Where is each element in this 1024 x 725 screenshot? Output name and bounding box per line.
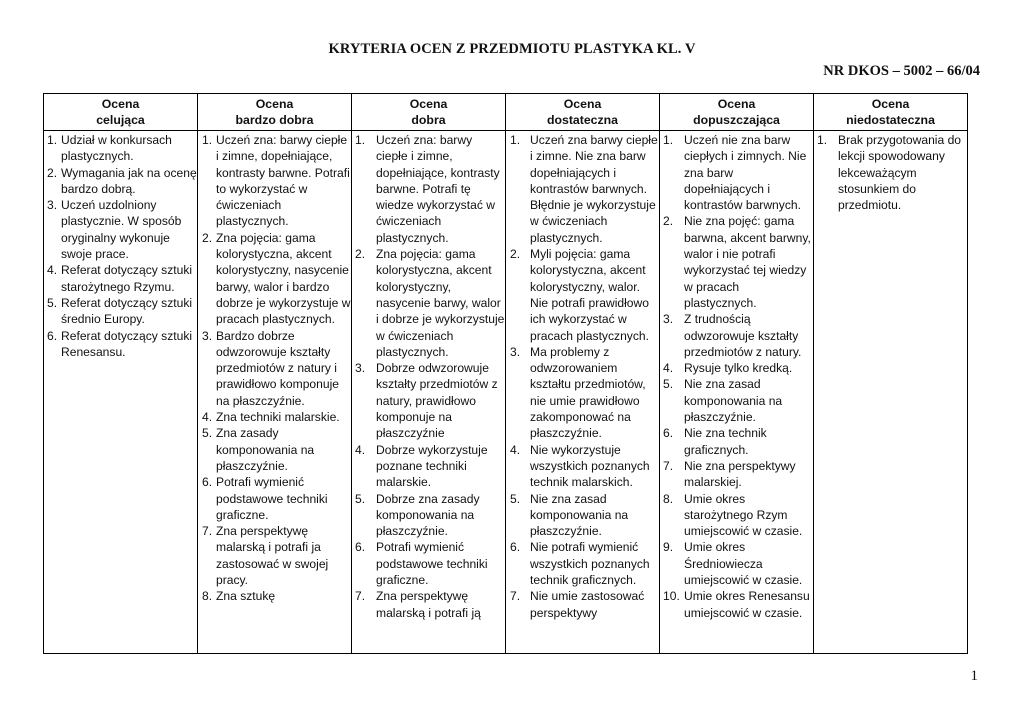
item-number: 3. bbox=[47, 198, 58, 213]
list-item bbox=[506, 588, 659, 621]
list-item bbox=[198, 588, 351, 604]
item-text: Umie okres Średniowiecza umiejscowić w czasie. bbox=[684, 540, 803, 588]
criteria-cell-bardzo-dobra bbox=[198, 131, 352, 654]
criteria-cell-celujaca bbox=[44, 131, 198, 654]
item-text: Wymagania jak na ocenę bardzo dobrą. bbox=[61, 165, 197, 196]
criteria-cell-dopuszczajaca bbox=[660, 131, 814, 654]
criteria-list bbox=[352, 131, 505, 621]
header-grade: bardzo dobra bbox=[235, 113, 314, 127]
list-item bbox=[506, 442, 659, 491]
header-dobra bbox=[352, 94, 506, 131]
list-item bbox=[352, 491, 505, 540]
item-number: 2. bbox=[663, 214, 674, 229]
list-item bbox=[660, 425, 813, 458]
item-text: Ma problemy z odwzorowaniem kształtu przedmiotów, nie umie prawidłowo zakomponować na płaszczyźnie. bbox=[530, 344, 646, 441]
item-text: Referat dotyczący sztuki Renesansu. bbox=[61, 328, 193, 359]
item-number: 4. bbox=[202, 410, 213, 425]
header-dostateczna bbox=[506, 94, 660, 131]
header-label: Ocena bbox=[563, 97, 602, 111]
list-item bbox=[198, 425, 351, 474]
item-text: Nie zna technik graficznych. bbox=[684, 426, 767, 457]
item-text: Nie umie zastosować perspektywy bbox=[530, 589, 645, 620]
item-text: Dobrze odwzorowuje kształty przedmiotów z natury, prawidłowo komponuje na płaszczyźnie bbox=[376, 361, 498, 441]
item-text: Zna zasady komponowania na płaszczyźnie. bbox=[216, 426, 315, 473]
list-item bbox=[44, 197, 197, 262]
item-number: 7. bbox=[202, 524, 213, 539]
list-item bbox=[506, 246, 659, 344]
item-number: 5. bbox=[663, 377, 674, 392]
item-number: 8. bbox=[663, 491, 674, 506]
header-grade: niedostateczna bbox=[846, 113, 935, 127]
item-text: Zna techniki malarskie. bbox=[216, 410, 340, 425]
item-text: Umie okres starożytnego Rzym umiejscowić w czasie. bbox=[684, 491, 803, 539]
list-item bbox=[660, 376, 813, 425]
item-text: Nie wykorzystuje wszystkich poznanych technik malarskich. bbox=[530, 442, 650, 490]
table-header-row bbox=[44, 94, 968, 131]
item-text: Referat dotyczący sztuki średnio Europy. bbox=[61, 295, 193, 327]
criteria-list bbox=[198, 131, 351, 605]
item-number: 2. bbox=[510, 247, 521, 262]
list-item bbox=[44, 328, 197, 361]
item-number: 10. bbox=[663, 589, 680, 604]
item-number: 3. bbox=[510, 344, 521, 359]
header-label: Ocena bbox=[871, 97, 910, 111]
list-item bbox=[660, 311, 813, 360]
list-item bbox=[660, 213, 813, 311]
header-celujaca bbox=[44, 94, 198, 131]
item-number: 3. bbox=[202, 328, 213, 343]
item-text: Zna sztukę bbox=[216, 589, 276, 604]
item-number: 9. bbox=[663, 540, 674, 555]
item-text: Brak przygotowania do lekcji spowodowany lekceważącym stosunkiem do przedmiotu. bbox=[838, 133, 962, 213]
list-item bbox=[506, 491, 659, 540]
criteria-list bbox=[506, 131, 659, 621]
list-item bbox=[198, 523, 351, 588]
list-item bbox=[198, 409, 351, 425]
list-item bbox=[352, 132, 505, 246]
item-text: Nie zna zasad komponowania na płaszczyźnie. bbox=[530, 491, 629, 539]
criteria-list bbox=[44, 131, 197, 360]
item-text: Potrafi wymienić podstawowe techniki graficzne. bbox=[216, 475, 328, 522]
list-item bbox=[814, 132, 967, 213]
header-grade: dobra bbox=[411, 113, 446, 127]
list-item bbox=[352, 442, 505, 491]
item-text: Uczeń nie zna barw ciepłych i zimnych. Nie zna barw dopełniających i kontrastów barwnych. bbox=[684, 133, 807, 213]
list-item bbox=[660, 539, 813, 588]
item-text: Potrafi wymienić podstawowe techniki graficzne. bbox=[376, 540, 488, 588]
header-grade: dopuszczająca bbox=[693, 113, 780, 127]
list-item bbox=[198, 474, 351, 523]
item-number: 5. bbox=[510, 491, 521, 506]
item-text: Zna pojęcia: gama kolorystyczna, akcent kolorystyczny, nasycenie barwy, walor i bardzo dobrze je wykorzystuje w pracach plastycznych. bbox=[216, 230, 351, 327]
criteria-cell-dostateczna bbox=[506, 131, 660, 654]
list-item bbox=[198, 328, 351, 409]
item-number: 1. bbox=[202, 133, 213, 147]
header-grade: celująca bbox=[96, 113, 145, 127]
item-number: 2. bbox=[355, 247, 366, 262]
page-number: 1 bbox=[970, 668, 978, 684]
list-item bbox=[44, 295, 197, 328]
item-number: 4. bbox=[663, 361, 674, 376]
header-niedostateczna bbox=[814, 94, 968, 131]
grading-criteria-table bbox=[43, 93, 968, 654]
item-number: 5. bbox=[47, 295, 58, 310]
list-item bbox=[506, 132, 659, 246]
item-number: 8. bbox=[202, 589, 213, 604]
list-item bbox=[506, 539, 659, 588]
header-label: Ocena bbox=[409, 97, 448, 111]
list-item bbox=[44, 262, 197, 295]
item-text: Nie zna perspektywy malarskiej. bbox=[684, 458, 796, 490]
item-number: 1. bbox=[47, 133, 58, 147]
item-number: 3. bbox=[355, 361, 366, 376]
item-text: Dobrze zna zasady komponowania na płaszczyźnie. bbox=[376, 491, 480, 539]
item-number: 6. bbox=[47, 328, 58, 343]
item-text: Zna perspektywę malarską i potrafi ją bbox=[376, 589, 481, 620]
list-item bbox=[352, 539, 505, 588]
criteria-row bbox=[44, 131, 968, 654]
item-number: 4. bbox=[510, 442, 521, 457]
criteria-list bbox=[814, 131, 967, 213]
item-number: 4. bbox=[355, 442, 366, 457]
list-item bbox=[352, 360, 505, 441]
item-number: 2. bbox=[202, 230, 213, 245]
list-item bbox=[660, 491, 813, 540]
item-number: 1. bbox=[510, 133, 521, 147]
item-number: 6. bbox=[510, 540, 521, 555]
item-text: Uczeń zna: barwy ciepłe i zimne, dopełniające, kontrasty barwne. Potrafi tę wiedze wykorzystać w ćwiczeniach plastycznych. bbox=[376, 133, 500, 245]
item-number: 3. bbox=[663, 312, 674, 327]
list-item bbox=[352, 246, 505, 360]
list-item bbox=[660, 458, 813, 491]
item-text: Bardzo dobrze odwzorowuje kształty przedmiotów z natury i prawidłowo komponuje na płaszczyźnie. bbox=[216, 328, 340, 408]
item-text: Myli pojęcia: gama kolorystyczna, akcent kolorystyczny, walor. Nie potrafi prawidłowo ich wykorzystać w pracach plastycznych. bbox=[530, 247, 649, 343]
list-item bbox=[506, 344, 659, 442]
item-number: 7. bbox=[510, 589, 521, 604]
criteria-list bbox=[660, 131, 813, 621]
list-item bbox=[198, 230, 351, 328]
item-text: Referat dotyczący sztuki starożytnego Rzymu. bbox=[61, 263, 193, 294]
item-number: 1. bbox=[817, 133, 828, 147]
item-text: Nie zna pojęć: gama barwna, akcent barwny, walor i nie potrafi wykorzystać tej wiedzy w pracach plastycznych. bbox=[684, 214, 811, 310]
item-number: 6. bbox=[355, 540, 366, 555]
criteria-cell-dobra bbox=[352, 131, 506, 654]
item-text: Nie potrafi wymienić wszystkich poznanych technik graficznych. bbox=[530, 540, 650, 588]
item-text: Udział w konkursach plastycznych. bbox=[61, 133, 172, 164]
item-number: 7. bbox=[663, 458, 674, 473]
item-number: 1. bbox=[663, 133, 674, 147]
item-number: 5. bbox=[355, 491, 366, 506]
item-text: Dobrze wykorzystuje poznane techniki malarskie. bbox=[376, 442, 488, 490]
item-text: Zna perspektywę malarską i potrafi ja zastosować w swojej pracy. bbox=[216, 524, 329, 588]
item-number: 5. bbox=[202, 426, 213, 441]
document-number: NR DKOS – 5002 – 66/04 bbox=[823, 63, 980, 79]
item-number: 2. bbox=[47, 165, 58, 180]
item-text: Uczeń uzdolniony plastycznie. W sposób oryginalny wykonuje swoje prace. bbox=[61, 198, 182, 262]
header-grade: dostateczna bbox=[546, 113, 619, 127]
header-label: Ocena bbox=[101, 97, 140, 111]
document-title: KRYTERIA OCEN Z PRZEDMIOTU PLASTYKA KL. V bbox=[328, 41, 696, 57]
header-dopuszczajaca bbox=[660, 94, 814, 131]
item-number: 1. bbox=[355, 133, 366, 147]
item-text: Zna pojęcia: gama kolorystyczna, akcent kolorystyczny, nasycenie barwy, walor i dobrze je wykorzystuje w ćwiczeniach plastycznych. bbox=[376, 247, 505, 359]
header-label: Ocena bbox=[255, 97, 294, 111]
item-number: 4. bbox=[47, 263, 58, 278]
list-item bbox=[660, 360, 813, 376]
item-text: Z trudnością odwzorowuje kształty przedmiotów z natury. bbox=[684, 312, 802, 359]
list-item bbox=[660, 588, 813, 621]
criteria-cell-niedostateczna bbox=[814, 131, 968, 654]
header-label: Ocena bbox=[717, 97, 756, 111]
item-number: 6. bbox=[663, 426, 674, 441]
list-item bbox=[352, 588, 505, 621]
item-number: 7. bbox=[355, 589, 366, 604]
item-text: Uczeń zna: barwy ciepłe i zimne, dopełniające, kontrasty barwne. Potrafi to wykorzystać w ćwiczeniach plastycznych. bbox=[216, 133, 350, 229]
header-bardzo-dobra bbox=[198, 94, 352, 131]
list-item bbox=[660, 132, 813, 213]
item-text: Umie okres Renesansu umiejscowić w czasie. bbox=[684, 589, 810, 620]
item-text: Rysuje tylko kredką. bbox=[684, 361, 793, 376]
item-text: Uczeń zna barwy ciepłe i zimne. Nie zna barw dopełniających i kontrastów barwnych. Błędnie je wykorzystuje w ćwiczeniach plastycznych. bbox=[530, 133, 658, 245]
list-item bbox=[44, 165, 197, 198]
list-item bbox=[44, 132, 197, 165]
list-item bbox=[198, 132, 351, 230]
item-text: Nie zna zasad komponowania na płaszczyźnie. bbox=[684, 377, 783, 425]
item-number: 6. bbox=[202, 475, 213, 490]
